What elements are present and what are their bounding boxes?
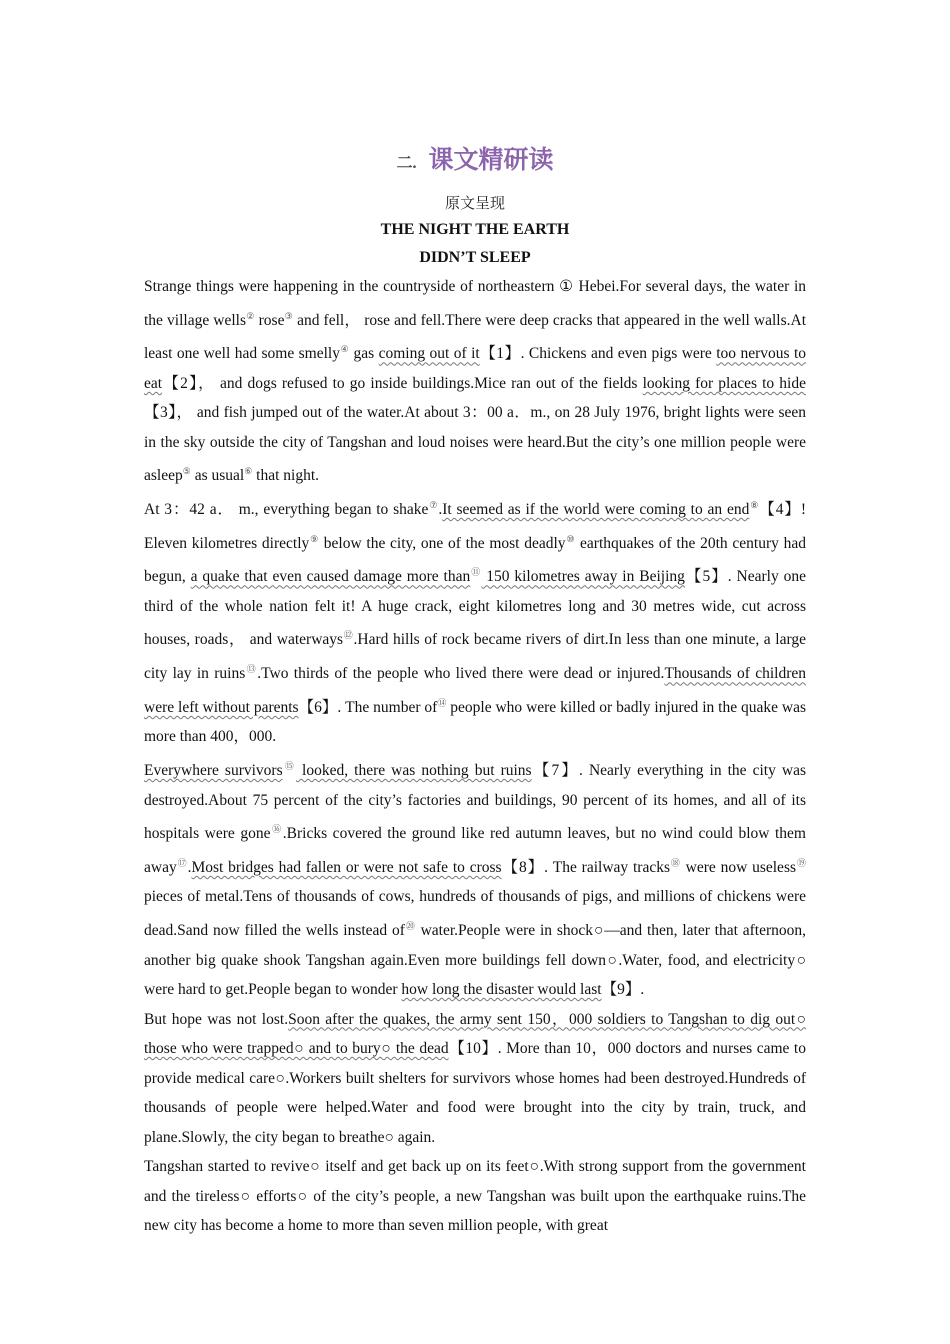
note-marker: ⑱ bbox=[669, 857, 681, 868]
underlined-phrase: Most bridges had fallen or were not safe to cross bbox=[191, 858, 502, 876]
bracket-ref: 【3】 bbox=[144, 404, 177, 422]
note-marker: ⑨ bbox=[309, 533, 320, 544]
article-title-line1: THE NIGHT THE EARTH bbox=[380, 221, 570, 238]
underlined-phrase: Soon after the quakes, the army sent 150，000 soldiers to Tangshan to dig out○ those who were trapped○ and to bury○ the dead bbox=[144, 1010, 806, 1058]
bracket-ref: 【4】 bbox=[759, 501, 801, 519]
circled-note-marker: ① bbox=[559, 278, 574, 295]
note-marker: ⑩ bbox=[565, 533, 576, 544]
underlined-phrase: a quake that even caused damage more than bbox=[190, 568, 471, 586]
underlined-phrase: It seemed as if the world were coming to an end bbox=[442, 501, 750, 519]
paragraph-1: Strange things were happening in the countryside of northeastern ① Hebei.For several days, the water in the village wells② rose③ and fell， rose and fell.There were deep cracks that appeared in the well walls.At least one well had some smelly④ gas coming out of it【1】. Chickens and even pigs were too nervous to eat【2】， and dogs refused to go inside buildings.Mice ran out of the fields looking for places to hide【3】， and fish jumped out of the water.At about 3：00 a．m., on 28 July 1976, bright lights were seen in the sky outside the city of Tangshan and loud noises were heard.But the city’s one million people were asleep⑤ as usual⑥ that night. bbox=[144, 278, 807, 485]
bracket-ref: 【10】 bbox=[448, 1040, 498, 1058]
underlined-phrase: how long the disaster would last bbox=[401, 981, 602, 999]
note-marker: ④ bbox=[339, 344, 350, 355]
bracket-ref: 【5】 bbox=[684, 568, 728, 586]
bracket-ref: 【1】 bbox=[479, 345, 521, 363]
note-marker: ⑬ bbox=[245, 664, 258, 675]
note-marker: ② bbox=[246, 310, 255, 321]
note-marker: ⑪ bbox=[470, 567, 482, 578]
underlined-phrase: coming out of it bbox=[378, 345, 480, 363]
note-marker: ⑲ bbox=[796, 857, 806, 868]
note-marker: ⑥ bbox=[244, 466, 253, 477]
subtitle: 原文呈现 bbox=[444, 194, 505, 212]
underlined-phrase: 150 kilometres away in Beijing bbox=[481, 568, 685, 586]
bracket-ref: 【8】 bbox=[501, 858, 545, 876]
note-marker: ⑰ bbox=[176, 857, 188, 868]
note-marker: ⑤ bbox=[182, 466, 191, 477]
section-title: 课文精研读 bbox=[428, 145, 554, 174]
document-page bbox=[144, 140, 806, 1241]
note-marker: ⑯ bbox=[270, 824, 283, 835]
article-title-line2: DIDN’T SLEEP bbox=[419, 249, 531, 266]
paragraph-4: But hope was not lost.Soon after the quakes, the army sent 150，000 soldiers to Tangshan to dig out○ those who were trapped○ and to bury○ the dead【10】. More than 10，000 doctors and nurses came to provide medical care○.Workers built shelters for survivors whose homes had been destroyed.Hundreds of thousands of people were helped.Water and food were brought into the city by train, truck, and plane.Slowly, the city began to breathe○ again. bbox=[144, 1010, 806, 1146]
note-marker: ③ bbox=[284, 310, 293, 321]
section-heading bbox=[144, 140, 806, 184]
underlined-phrase: Thousands of children were left without parents bbox=[144, 665, 806, 716]
underlined-phrase: looked, there was nothing but ruins bbox=[295, 762, 532, 780]
underlined-phrase: Everywhere survivors bbox=[144, 762, 283, 780]
bracket-ref: 【6】 bbox=[298, 698, 338, 716]
note-marker: ⑦ bbox=[428, 499, 439, 510]
note-marker: ⑮ bbox=[282, 760, 296, 771]
paragraph-3: Everywhere survivors⑮ looked, there was nothing but ruins【7】. Nearly everything in the city was destroyed.About 75 percent of the city’s factories and buildings, 90 percent of its homes, and all of its hospitals were gone⑯.Bricks covered the ground like red autumn leaves, but no wind could blow them away⑰.Most bridges had fallen or were not safe to cross【8】. The railway tracks⑱ were now useless⑲ pieces of metal.Tens of thousands of cows, hundreds of thousands of pigs, and millions of chickens were dead.Sand now filled the wells instead of⑳ water.People were in shock○—and then, later that afternoon, another big quake shook Tangshan again.Even more buildings fell down○.Water, food, and electricity○ were hard to get.People began to wonder how long the disaster would last【9】. bbox=[144, 760, 806, 999]
underlined-phrase: looking for places to hide bbox=[642, 374, 806, 392]
section-number: 二. bbox=[396, 155, 417, 172]
bracket-ref: 【7】 bbox=[531, 762, 580, 780]
paragraph-2: At 3：42 a． m., everything began to shake⑦.It seemed as if the world were coming to an end⑧【4】! Eleven kilometres directly⑨ below the city, one of the most deadly⑩ earthquakes of the 20th century had begun, a quake that even caused damage more than⑪ 150 kilometres away in Beijing【5】. Nearly one third of the whole nation felt it! A huge crack, eight kilometres long and 30 metres wide, cut across houses, roads， and waterways⑫.Hard hills of rock became rivers of dirt.In less than one minute, a large city lay in ruins⑬.Two thirds of the people who lived there were dead or injured.Thousands of children were left without parents【6】. The number of⑭ people who were killed or badly injured in the quake was more than 400，000. bbox=[144, 499, 806, 746]
note-marker: ⑭ bbox=[437, 697, 447, 708]
underlined-phrase: too nervous to eat bbox=[144, 345, 806, 392]
bracket-ref: 【2】 bbox=[162, 374, 199, 392]
note-marker: ⑫ bbox=[343, 630, 354, 641]
note-marker: ⑳ bbox=[404, 920, 416, 931]
note-marker: ⑧ bbox=[749, 499, 760, 510]
paragraph-5: Tangshan started to revive○ itself and get back up on its feet○.With strong support from the government and the tireless○ efforts○ of the city’s people, a new Tangshan was built upon the earthquake ruins.The new city has become a home to more than seven million people, with great bbox=[144, 1158, 806, 1235]
bracket-ref: 【9】 bbox=[601, 981, 641, 999]
